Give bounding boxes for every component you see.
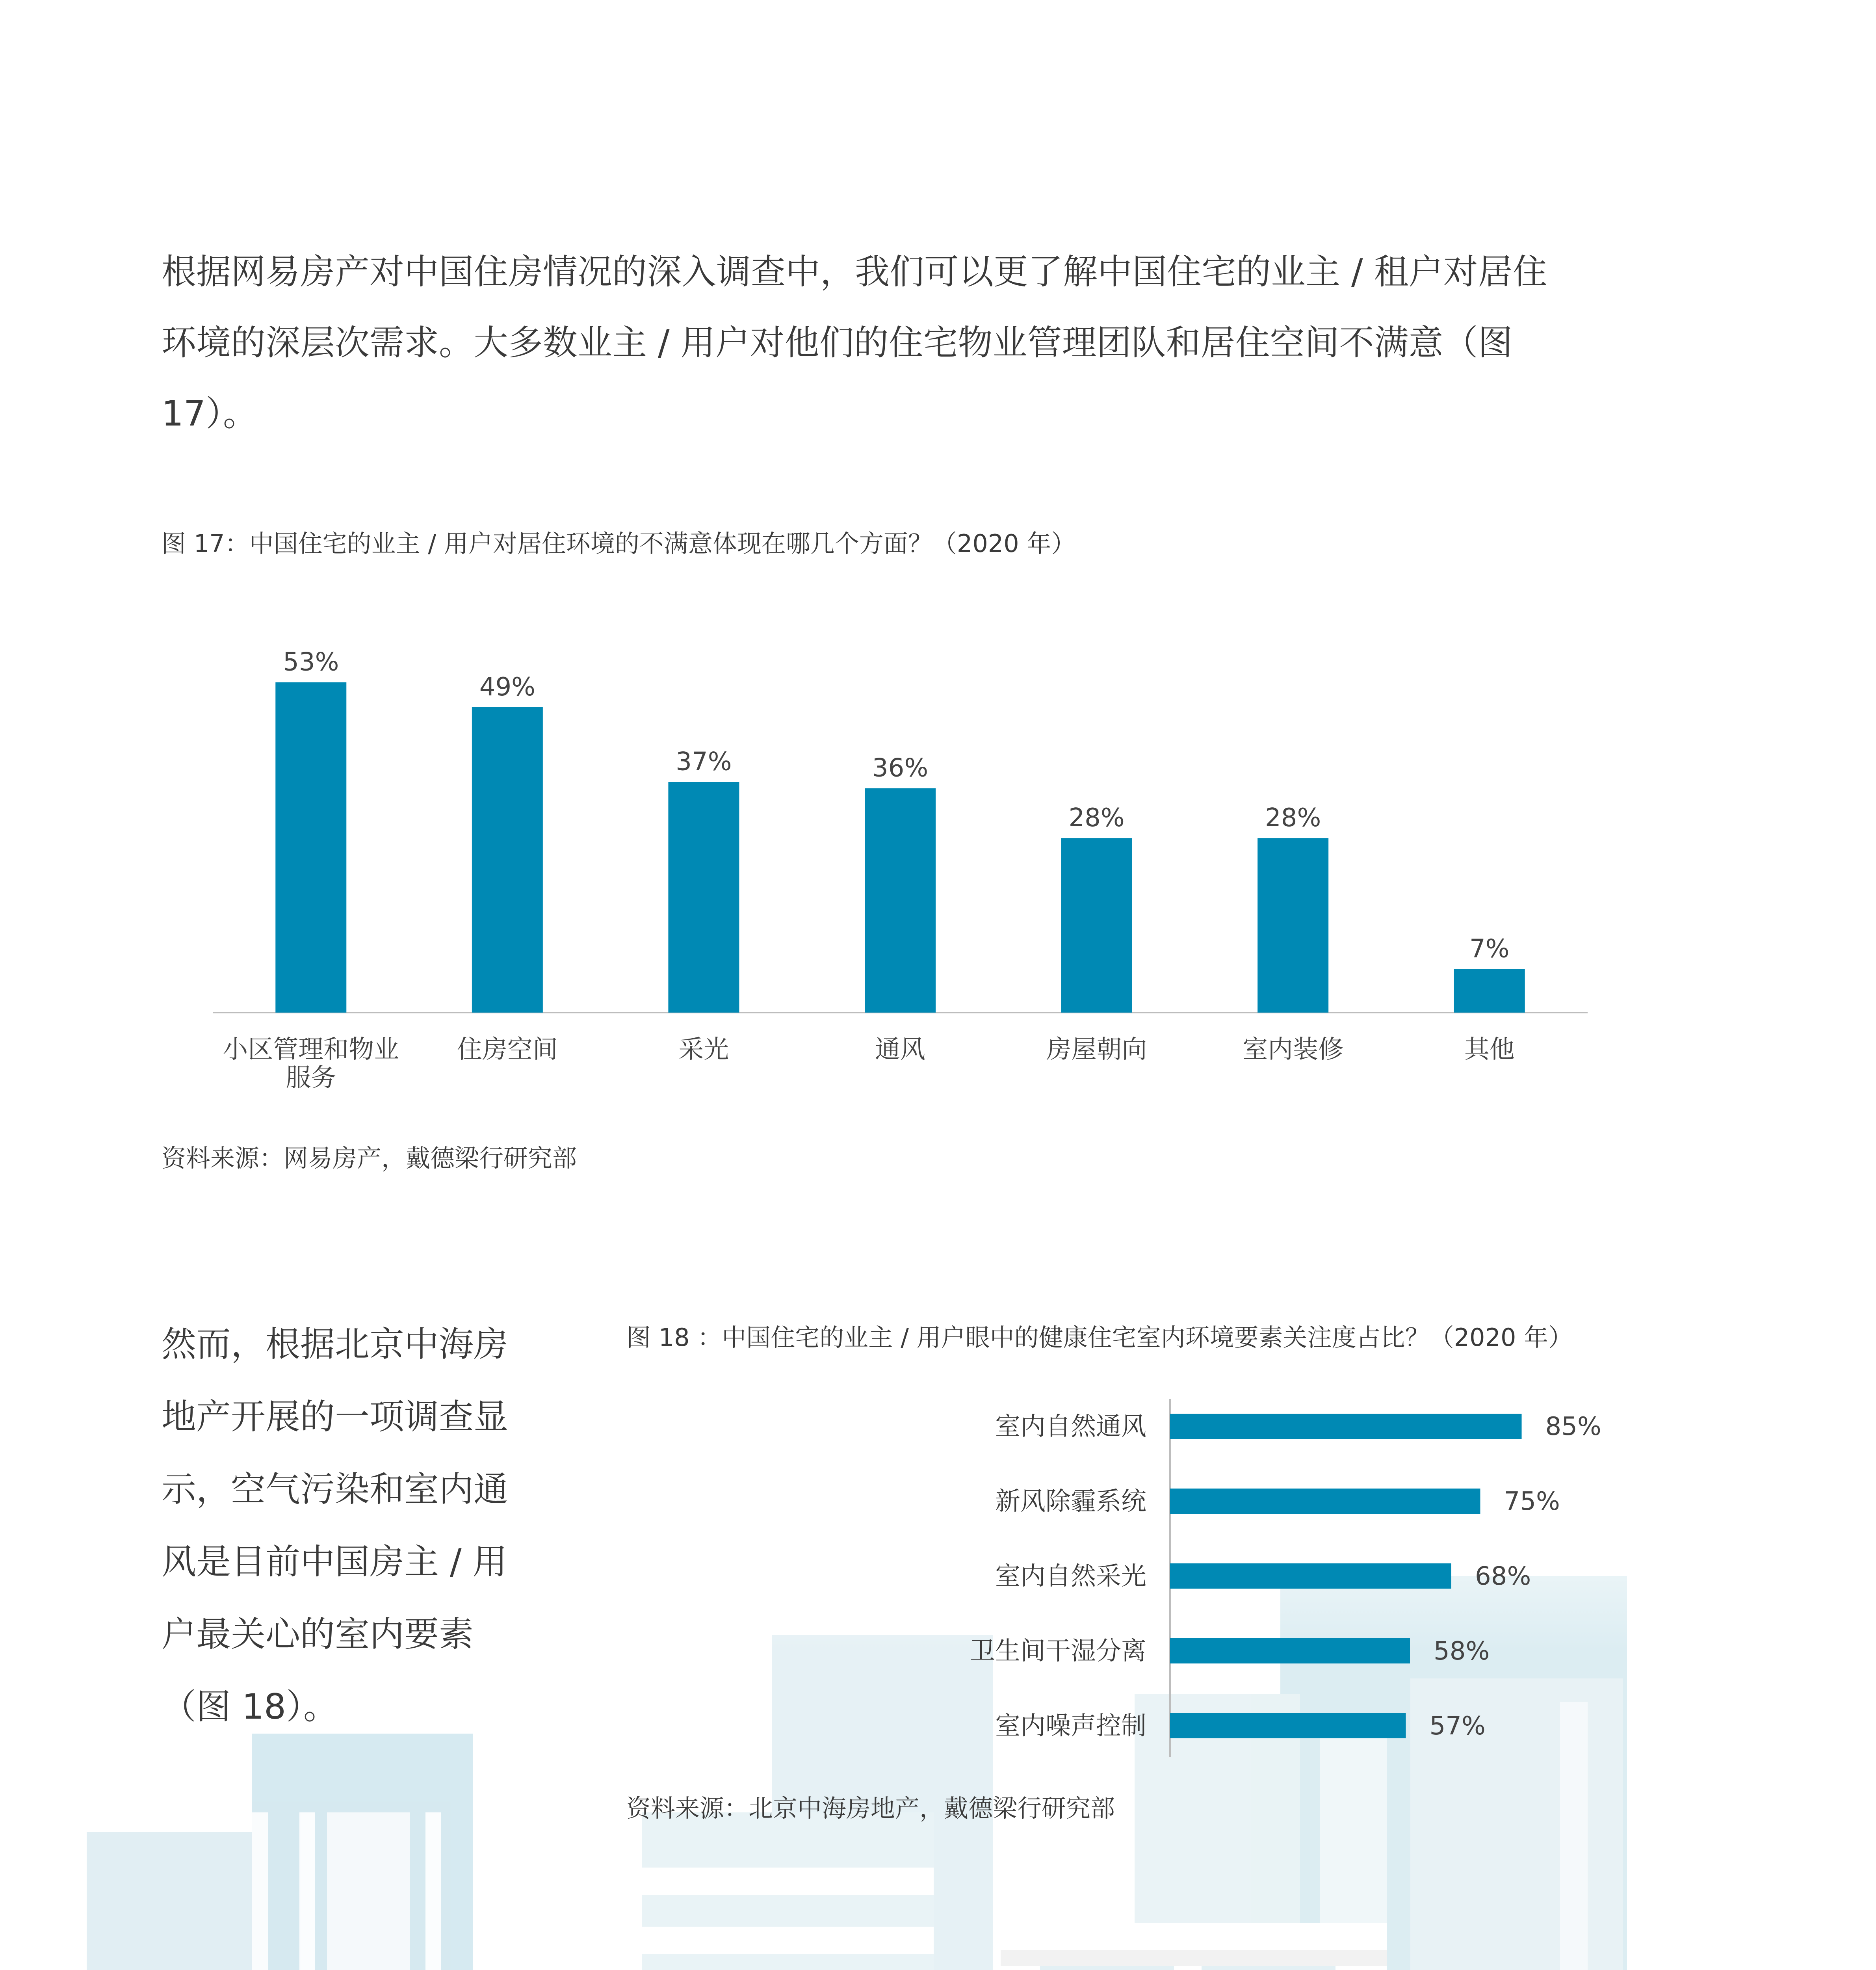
category-label-7: 其他 xyxy=(1464,1035,1515,1064)
data-label-2: 49% xyxy=(479,672,535,702)
bar-6 xyxy=(1257,838,1328,1013)
data-label-5: 28% xyxy=(1068,803,1125,833)
data-label-7: 7% xyxy=(1469,934,1510,964)
data-label-6: 28% xyxy=(1265,803,1321,833)
bar-5 xyxy=(1061,838,1132,1013)
side-paragraph: 然而，根据北京中海房地产开展的一项调查显示，空气污染和室内通风是目前中国房主 / 用户最关心的室内要素（图 18）。 xyxy=(162,1324,509,1727)
data-label-1: 85% xyxy=(1545,1412,1601,1441)
hbar-4 xyxy=(1170,1638,1410,1663)
hbar-2 xyxy=(1170,1489,1480,1514)
data-label-3: 37% xyxy=(676,747,732,777)
figure-17-bar-chart xyxy=(162,591,1619,1111)
category-label-4: 通风 xyxy=(875,1035,925,1064)
hbar-1 xyxy=(1170,1414,1522,1439)
figure-17-caption: 图 17：中国住宅的业主 / 用户对居住环境的不满意体现在哪几个方面？（2020 年） xyxy=(162,529,1076,558)
category-label-1: 室内自然通风 xyxy=(995,1412,1146,1441)
category-label-6: 室内装修 xyxy=(1243,1035,1344,1064)
bar-1 xyxy=(275,682,346,1013)
figure-17-source: 资料来源：网易房产，戴德梁行研究部 xyxy=(162,1144,577,1173)
category-label-5: 房屋朝向 xyxy=(1046,1035,1147,1064)
hbar-5 xyxy=(1170,1713,1406,1738)
bar-7 xyxy=(1454,969,1525,1013)
bar-4 xyxy=(865,788,936,1013)
data-label-5: 57% xyxy=(1429,1712,1486,1741)
data-label-4: 36% xyxy=(872,753,929,783)
bar-3 xyxy=(668,782,739,1013)
category-label-1: 服务 xyxy=(286,1063,336,1093)
figure-18-source: 资料来源：北京中海房地产，戴德梁行研究部 xyxy=(626,1794,1115,1823)
data-label-1: 53% xyxy=(283,647,339,677)
hbar-3 xyxy=(1170,1563,1451,1589)
data-label-3: 68% xyxy=(1475,1562,1531,1591)
category-label-2: 新风除霾系统 xyxy=(995,1487,1146,1516)
category-label-4: 卫生间干湿分离 xyxy=(970,1637,1146,1666)
category-label-2: 住房空间 xyxy=(457,1035,558,1064)
figure-18-caption: 图 18 ：中国住宅的业主 / 用户眼中的健康住宅室内环境要素关注度占比？（2020 年） xyxy=(626,1323,1573,1352)
category-label-1: 小区管理和物业 xyxy=(223,1035,399,1064)
intro-paragraph: 根据网易房产对中国住房情况的深入调查中，我们可以更了解中国住宅的业主 / 租户对居住环境的深层次需求。大多数业主 / 用户对他们的住宅物业管理团队和居住空间不满意（图 17）。 xyxy=(162,251,1547,434)
figure-18-hbar-chart xyxy=(626,1387,1769,1765)
data-label-4: 58% xyxy=(1434,1637,1490,1666)
bar-2 xyxy=(472,707,543,1013)
data-label-2: 75% xyxy=(1504,1487,1560,1516)
category-label-3: 采光 xyxy=(678,1035,729,1064)
category-label-5: 室内噪声控制 xyxy=(995,1712,1146,1741)
category-label-3: 室内自然采光 xyxy=(995,1562,1146,1591)
